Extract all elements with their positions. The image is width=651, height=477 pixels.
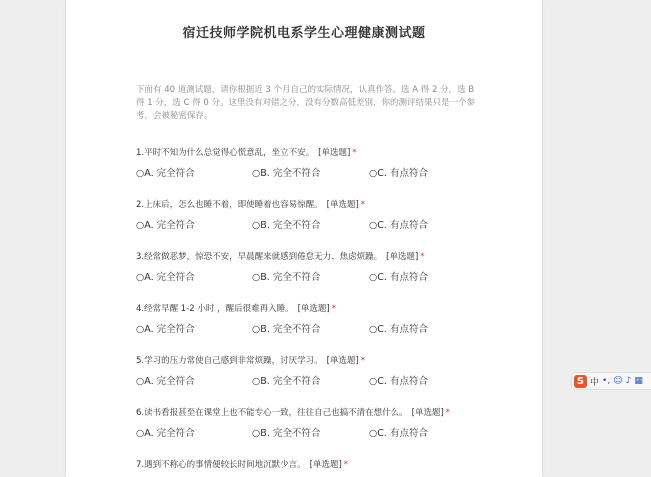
option-a[interactable]: ○A. 完全符合 bbox=[136, 168, 195, 179]
question-type: [单选题] bbox=[309, 460, 342, 470]
question-4 bbox=[136, 302, 516, 335]
question-2 bbox=[136, 198, 516, 231]
question-text: 2.上床后，怎么也睡不着，即使睡着也容易惊醒。 bbox=[136, 200, 323, 210]
question-text: 6.读书看报甚至在课堂上也不能专心一致，往往自己也搞不清在想什么。 bbox=[136, 408, 408, 418]
question-5 bbox=[136, 354, 516, 387]
question-type: [单选题] bbox=[411, 408, 444, 418]
question-text: 7.遇到不称心的事情便较长时间地沉默少言。 bbox=[136, 460, 306, 470]
question-text: 4.经常早醒 1-2 小时 ，醒后很难再入睡。 bbox=[136, 304, 294, 314]
option-c[interactable]: ○C. 有点符合 bbox=[369, 168, 428, 179]
option-a[interactable]: ○A. 完全符合 bbox=[136, 324, 195, 335]
question-type: [单选题] bbox=[297, 304, 330, 314]
intro-text: 下面有 40 道测试题，请你根据近 3 个月自己的实际情况，认真作答。选 A 得 2 分，选 B 得 1 分，选 C 得 0 分。这里没有对错之分，没有分数高低差别，你的测评结果只是一个参考，会被秘密保存。 bbox=[136, 85, 475, 121]
option-c[interactable]: ○C. 有点符合 bbox=[369, 428, 428, 439]
option-b[interactable]: ○B. 完全不符合 bbox=[252, 376, 321, 387]
option-a[interactable]: ○A. 完全符合 bbox=[136, 428, 195, 439]
option-c[interactable]: ○C. 有点符合 bbox=[369, 220, 428, 231]
required-mark: * bbox=[360, 200, 366, 210]
punctuation-icon[interactable]: •, bbox=[602, 376, 611, 386]
option-c[interactable]: ○C. 有点符合 bbox=[369, 376, 428, 387]
question-text: 5.学习的压力常使自己感到非常烦躁，讨厌学习。 bbox=[136, 356, 323, 366]
document-page bbox=[66, 0, 542, 477]
option-b[interactable]: ○B. 完全不符合 bbox=[252, 272, 321, 283]
question-6 bbox=[136, 406, 516, 439]
emoji-icon[interactable]: ☺ bbox=[613, 376, 623, 386]
option-a[interactable]: ○A. 完全符合 bbox=[136, 376, 195, 387]
sogou-logo-icon[interactable]: S bbox=[574, 375, 587, 388]
microphone-icon[interactable]: ♪ bbox=[625, 376, 632, 386]
required-mark: * bbox=[343, 460, 349, 470]
question-type: [单选题] bbox=[326, 356, 359, 366]
required-mark: * bbox=[331, 304, 336, 314]
ime-toolbar[interactable] bbox=[571, 372, 651, 390]
page-title: 宿迁技师学院机电系学生心理健康测试题 bbox=[182, 26, 426, 41]
option-a[interactable]: ○A. 完全符合 bbox=[136, 220, 195, 231]
question-3 bbox=[136, 250, 516, 283]
keyboard-icon[interactable]: ▦ bbox=[634, 376, 643, 386]
question-1 bbox=[136, 146, 516, 179]
required-mark: * bbox=[445, 408, 451, 418]
option-b[interactable]: ○B. 完全不符合 bbox=[252, 428, 321, 439]
option-b[interactable]: ○B. 完全不符合 bbox=[252, 324, 321, 335]
required-mark: * bbox=[360, 356, 366, 366]
option-c[interactable]: ○C. 有点符合 bbox=[369, 324, 428, 335]
language-toggle[interactable]: 中 bbox=[590, 377, 600, 388]
question-text: 1.平时不知为什么总觉得心慌意乱，坐立不安。 bbox=[136, 148, 315, 158]
required-mark: * bbox=[420, 252, 425, 262]
option-a[interactable]: ○A. 完全符合 bbox=[136, 272, 195, 283]
option-b[interactable]: ○B. 完全不符合 bbox=[252, 168, 321, 179]
option-b[interactable]: ○B. 完全不符合 bbox=[252, 220, 321, 231]
question-type: [单选题] bbox=[326, 200, 359, 210]
question-type: [单选题] bbox=[318, 148, 351, 158]
question-type: [单选题] bbox=[386, 252, 419, 262]
question-text: 3.经常做恶梦，惊恐不安，早晨醒来就感到倦怠无力、焦虑烦躁。 bbox=[136, 252, 383, 262]
option-c[interactable]: ○C. 有点符合 bbox=[369, 272, 428, 283]
required-mark: * bbox=[352, 148, 357, 158]
question-7 bbox=[136, 458, 516, 470]
